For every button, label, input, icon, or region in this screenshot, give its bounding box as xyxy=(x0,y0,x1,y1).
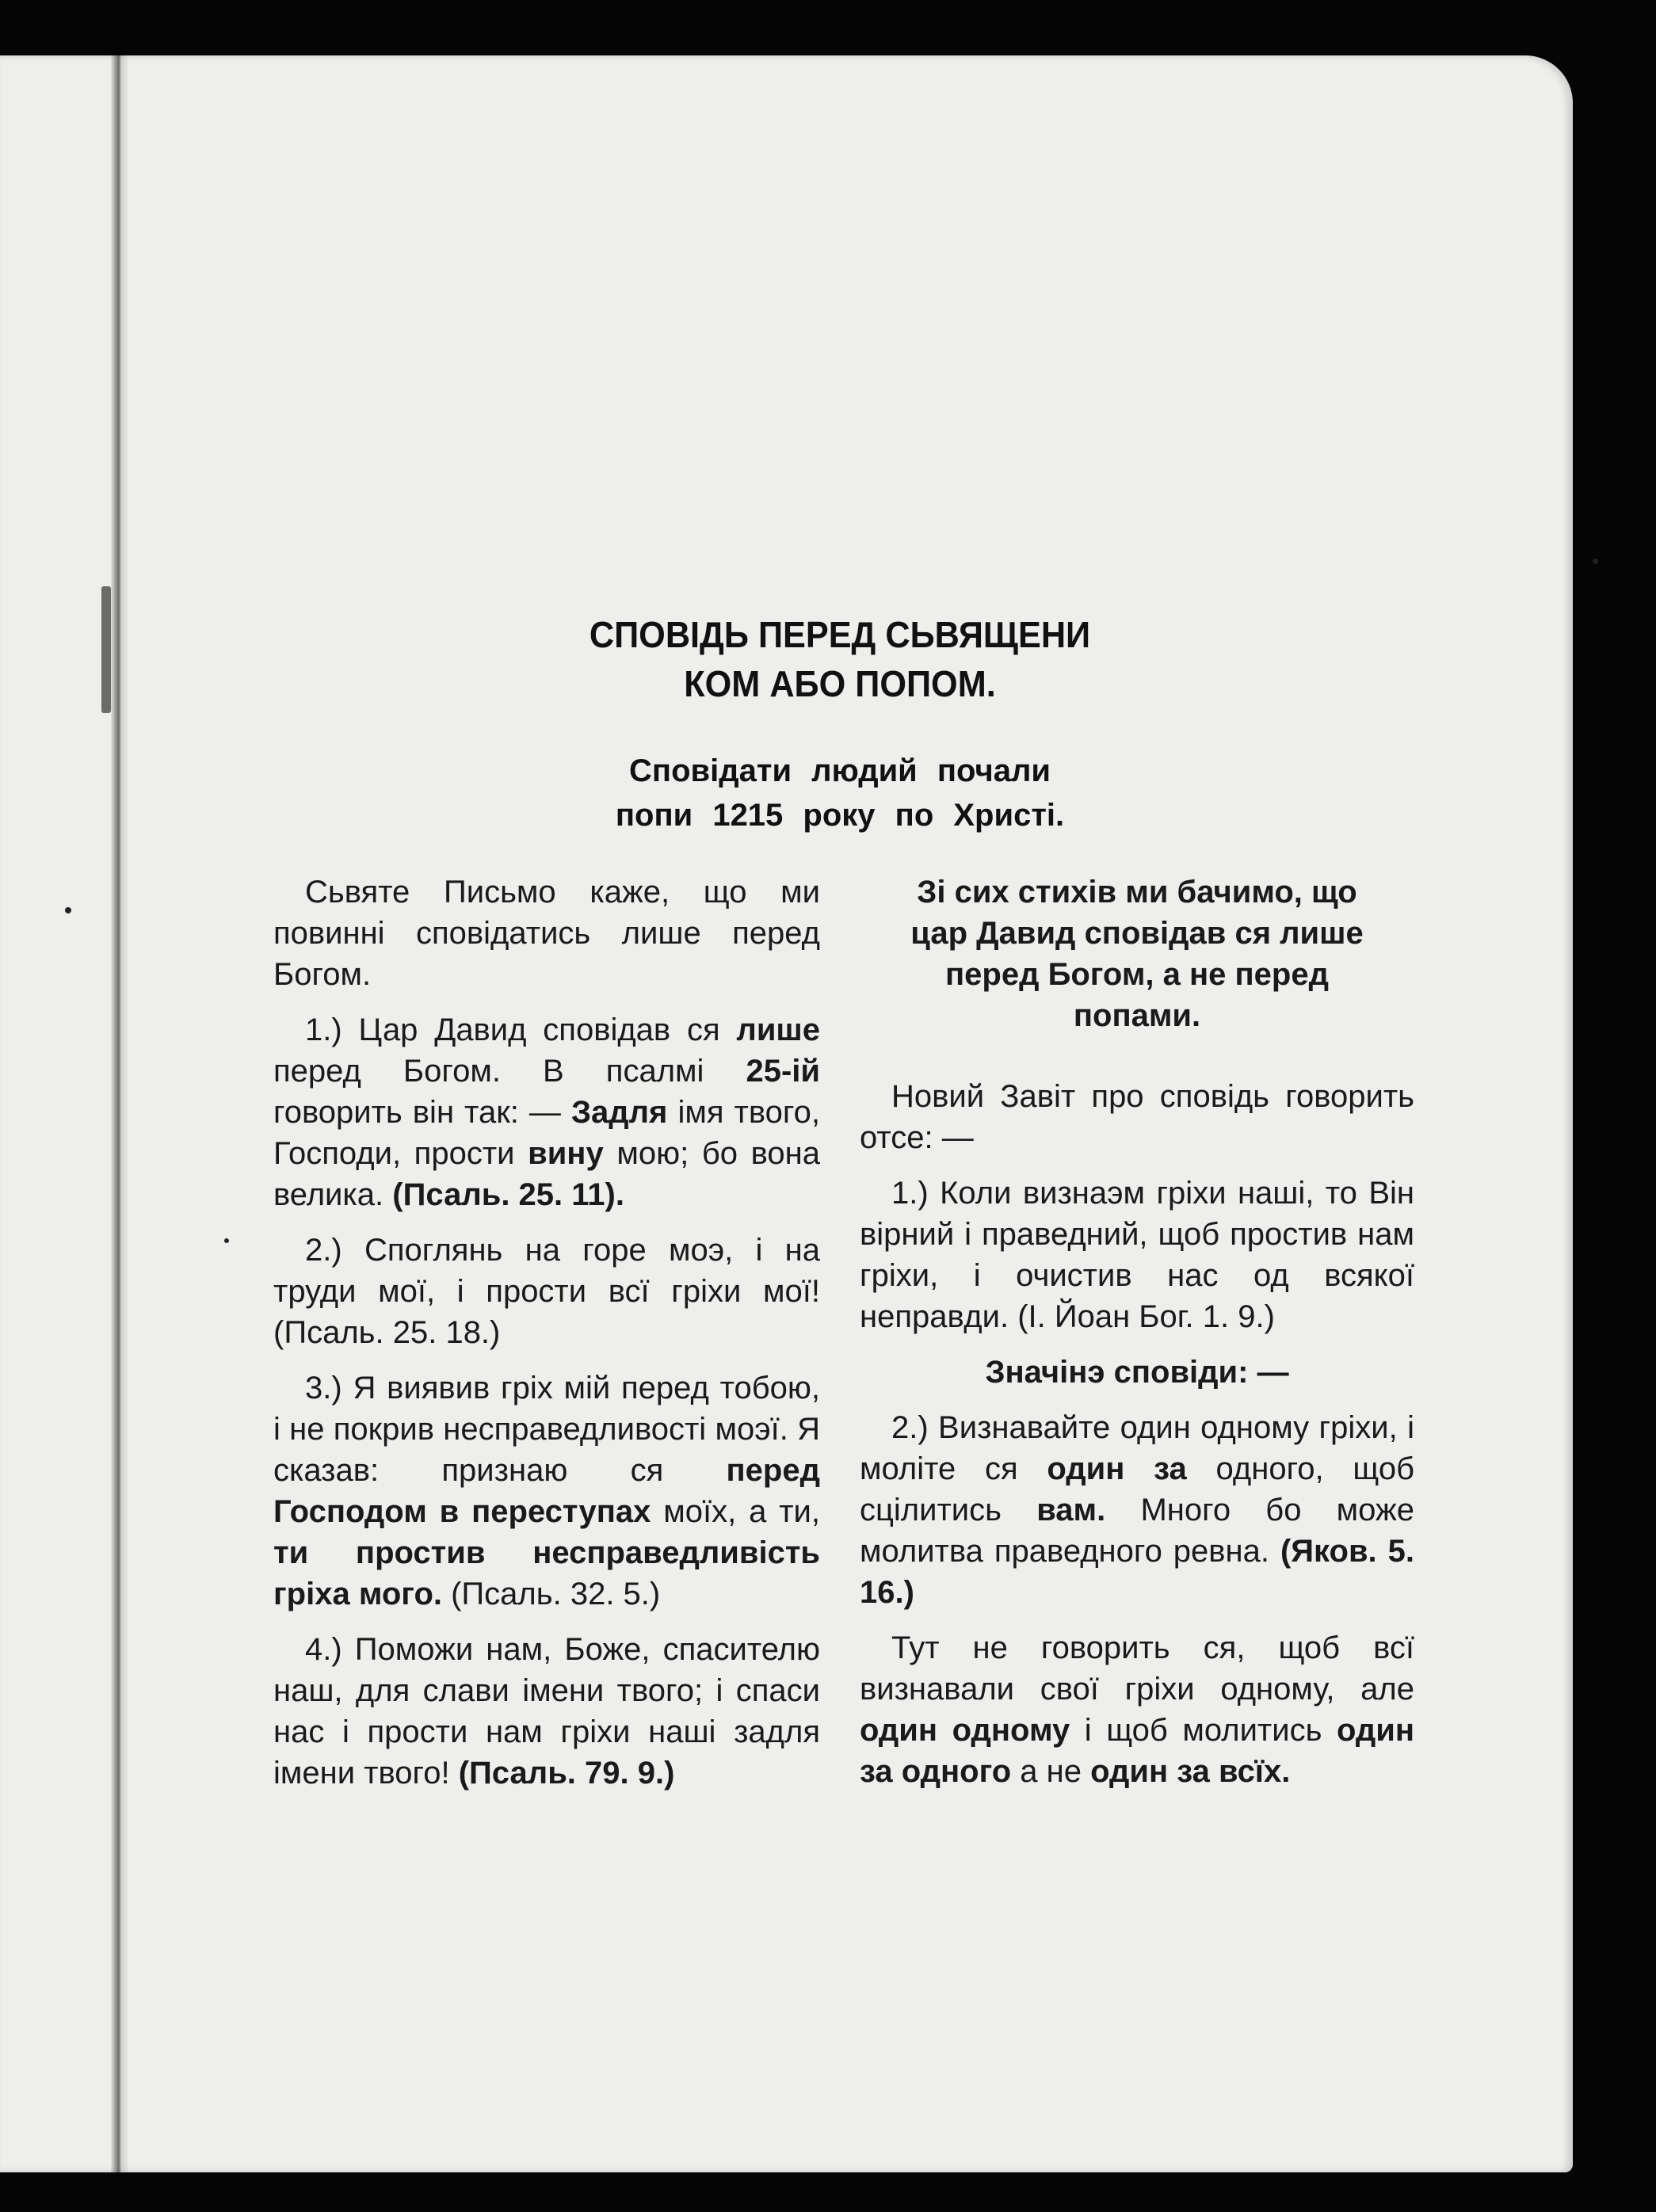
new-testament-intro: Новий Завіт про сповідь говорить отсе: — xyxy=(860,1079,1414,1155)
conclusion-paragraph: Зі сих стихів ми бачимо, що цар Давид сповідав ся лише перед Богом, а не перед попами. xyxy=(910,875,1364,1033)
subtitle-line: Сповідати людий почали xyxy=(629,753,1051,788)
left-column xyxy=(273,871,820,1808)
document-title xyxy=(467,610,1212,708)
page-fold-shadow xyxy=(111,55,128,2172)
closing-paragraph: Тут не говорить ся, щоб всї визнавали свої гріхи одному, але один одному і щоб молитись один за одного а не один за всїх. xyxy=(860,1630,1414,1789)
binding-mark xyxy=(101,586,111,713)
title-line: СПОВІДЬ ПЕРЕД СЬВЯЩЕНИ xyxy=(589,614,1091,655)
psalm-paragraph-3: 3.) Я виявив гріх мій перед тобою, і не покрив несправедливості моэї. Я сказав: признаю ся перед Господом в переступах моїх, а ти, ти простив несправедливість гріха мого. (Псаль. 32. 5.) xyxy=(273,1371,820,1611)
scripture-paragraph-1: 1.) Коли визнаэм гріхи наші, то Він вірний і праведний, щоб простив нам гріхи, і очистив нас од всякої неправди. (І. Йоан Бог. 1. 9.) xyxy=(860,1176,1414,1334)
psalm-paragraph-1: 1.) Цар Давид сповідав ся лише перед Богом. В псалмі 25-ій говорить він так: — Задля імя твого, Господи, прости вину мою; бо вона велика. (Псаль. 25. 11). xyxy=(273,1013,820,1212)
document-subtitle xyxy=(444,749,1236,837)
right-column xyxy=(860,871,1414,1806)
title-line: КОМ АБО ПОПОМ. xyxy=(684,663,996,704)
subtitle-line: попи 1215 року по Христі. xyxy=(615,798,1065,833)
paper-speck xyxy=(1593,559,1598,564)
psalm-paragraph-2: 2.) Споглянь на горе моэ, і на труди мої, і прости всї гріхи мої! (Псаль. 25. 18.) xyxy=(273,1233,820,1350)
section-heading: Значінэ сповіди: — xyxy=(985,1355,1289,1390)
psalm-paragraph-4: 4.) Поможи нам, Боже, спасителю наш, для слави імени твого; і спаси нас і прости нам гріхи наші задля імени твого! (Псаль. 79. 9.) xyxy=(273,1632,820,1791)
paper-speck xyxy=(224,1238,229,1243)
intro-paragraph: Сьвяте Письмо каже, що ми повинні сповідатись лише перед Богом. xyxy=(273,875,820,992)
scripture-paragraph-2: 2.) Визнавайте один одному гріхи, і моліте ся один за одного, щоб сцілитись вам. Много бо може молитва праведного ревна. (Яков. 5. 16.) xyxy=(860,1410,1415,1610)
paper-speck xyxy=(65,907,71,913)
